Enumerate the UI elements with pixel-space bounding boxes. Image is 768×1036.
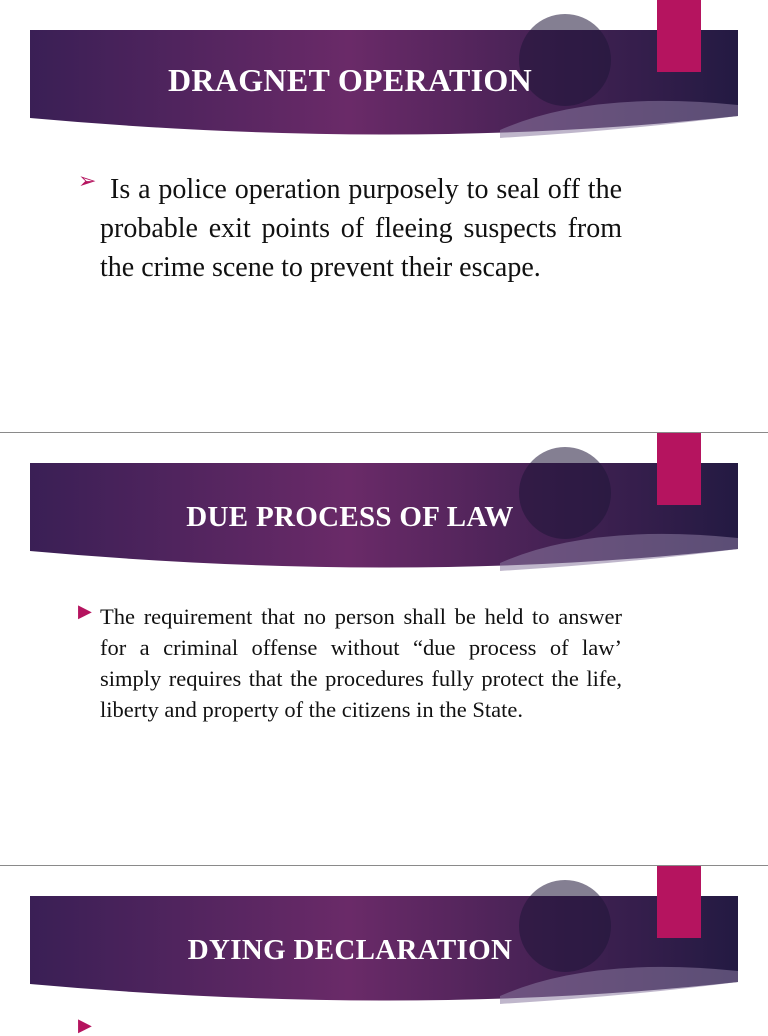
accent-tab: [657, 0, 701, 72]
title-banner: [30, 896, 738, 1010]
slide-1: [0, 0, 768, 432]
arrow-bullet-icon: ➢: [78, 168, 97, 193]
slide-title: DUE PROCESS OF LAW: [186, 501, 514, 533]
bullet-text: Is a police operation purposely to seal off the probable exit points of fleeing suspects from the crime scene to prevent their escape.: [100, 174, 622, 283]
slide-2: [0, 433, 768, 865]
triangle-bullet-icon: ▶: [78, 1015, 92, 1035]
bullet-item: [78, 601, 622, 725]
slide-title: DRAGNET OPERATION: [168, 62, 532, 98]
bullet-item: [78, 170, 622, 287]
bullet-text: The requirement that no person shall be held to answer for a criminal offense without “due process of law’ simply requires that the procedures fully protect the life, liberty and property of the citizens in the State.: [100, 604, 622, 722]
title-banner: [30, 463, 738, 577]
triangle-bullet-icon: ▶: [78, 601, 92, 621]
slide-title: DYING DECLARATION: [187, 934, 513, 966]
slide-3: [0, 866, 768, 1035]
title-banner: [30, 30, 738, 144]
accent-tab: [657, 866, 701, 938]
accent-tab: [657, 433, 701, 505]
